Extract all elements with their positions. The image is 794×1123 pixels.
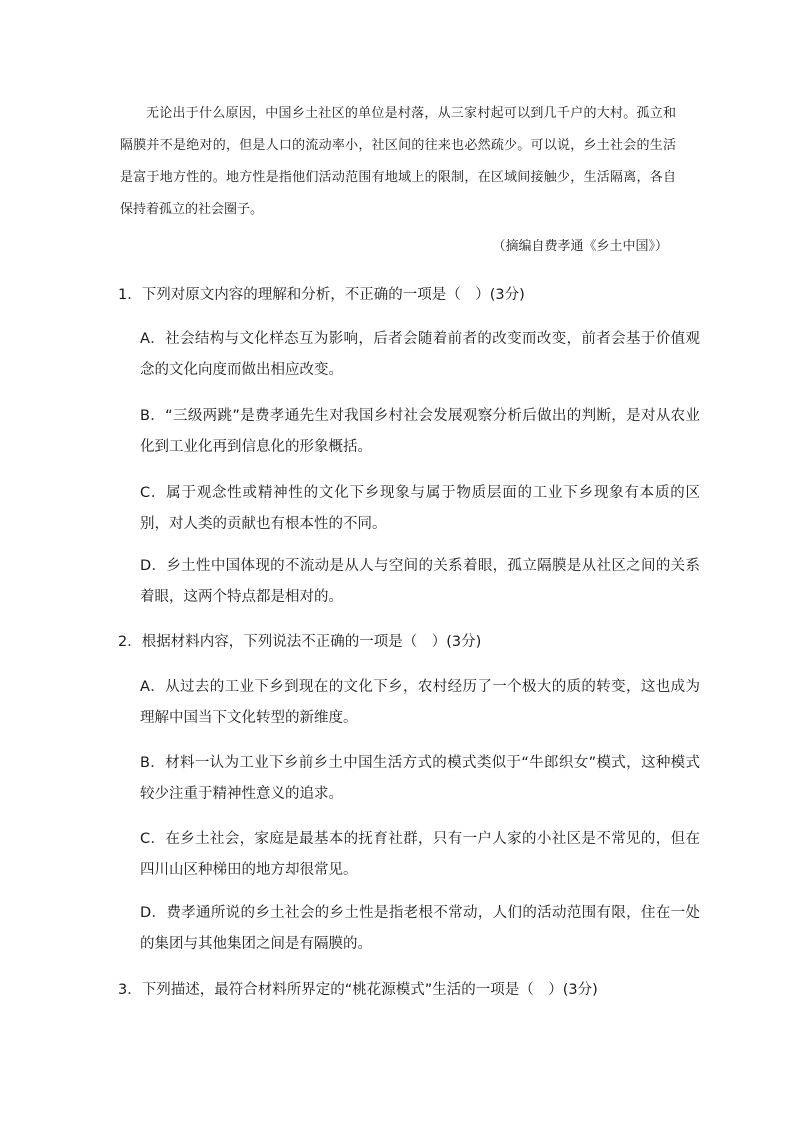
question-2-option-b: B．材料一认为工业下乡前乡土中国生活方式的模式类似于“牛郎织女”模式，这种模式较少注重于精神性意义的追求。 (140, 755, 700, 802)
question-2-option-d: D．费孝通所说的乡土社会的乡土性是指老根不常动，人们的活动范围有限，住在一处的集团与其他集团之间是有隔膜的。 (140, 905, 700, 952)
reading-passage: 无论出于什么原因，中国乡土社区的单位是村落，从三家村起可以到几千户的大村。孤立和隔膜并不是绝对的，但是人口的流动率小，社区间的往来也必然疏少。可以说，乡土社会的生活是富于地方性的。地方性是指他们活动范围有地域上的限制，在区域间接触少，生活隔离，各自保持着孤立的社会圈子。 (120, 106, 676, 217)
question-1-option-a: A．社会结构与文化样态互为影响，后者会随着前者的改变而改变，前者会基于价值观念的文化向度而做出相应改变。 (140, 331, 700, 378)
question-1-option-b: B．“三级两跳”是费孝通先生对我国乡村社会发展观察分析后做出的判断，是对从农业化到工业化再到信息化的形象概括。 (140, 408, 700, 455)
question-3-stem: 3．下列描述，最符合材料所界定的“桃花源模式”生活的一项是（ ）(3分) (118, 982, 598, 998)
question-2-stem: 2．根据材料内容，下列说法不正确的一项是（ ）(3分) (118, 634, 482, 650)
question-1-stem: 1．下列对原文内容的理解和分析，不正确的一项是（ ）(3分) (118, 287, 525, 303)
question-1-option-d: D．乡土性中国体现的不流动是从人与空间的关系着眼，孤立隔膜是从社区之间的关系着眼，这两个特点都是相对的。 (140, 558, 700, 605)
source-citation: （摘编自费孝通《乡土中国》） (492, 239, 668, 254)
question-1-option-c: C．属于观念性或精神性的文化下乡现象与属于物质层面的工业下乡现象有本质的区别，对人类的贡献也有根本性的不同。 (140, 485, 700, 532)
question-2-option-c: C．在乡土社会，家庭是最基本的抚育社群，只有一户人家的小社区是不常见的，但在四川山区种梯田的地方却很常见。 (140, 831, 700, 878)
question-2-option-a: A．从过去的工业下乡到现在的文化下乡，农村经历了一个极大的质的转变，这也成为理解中国当下文化转型的新维度。 (140, 679, 700, 726)
